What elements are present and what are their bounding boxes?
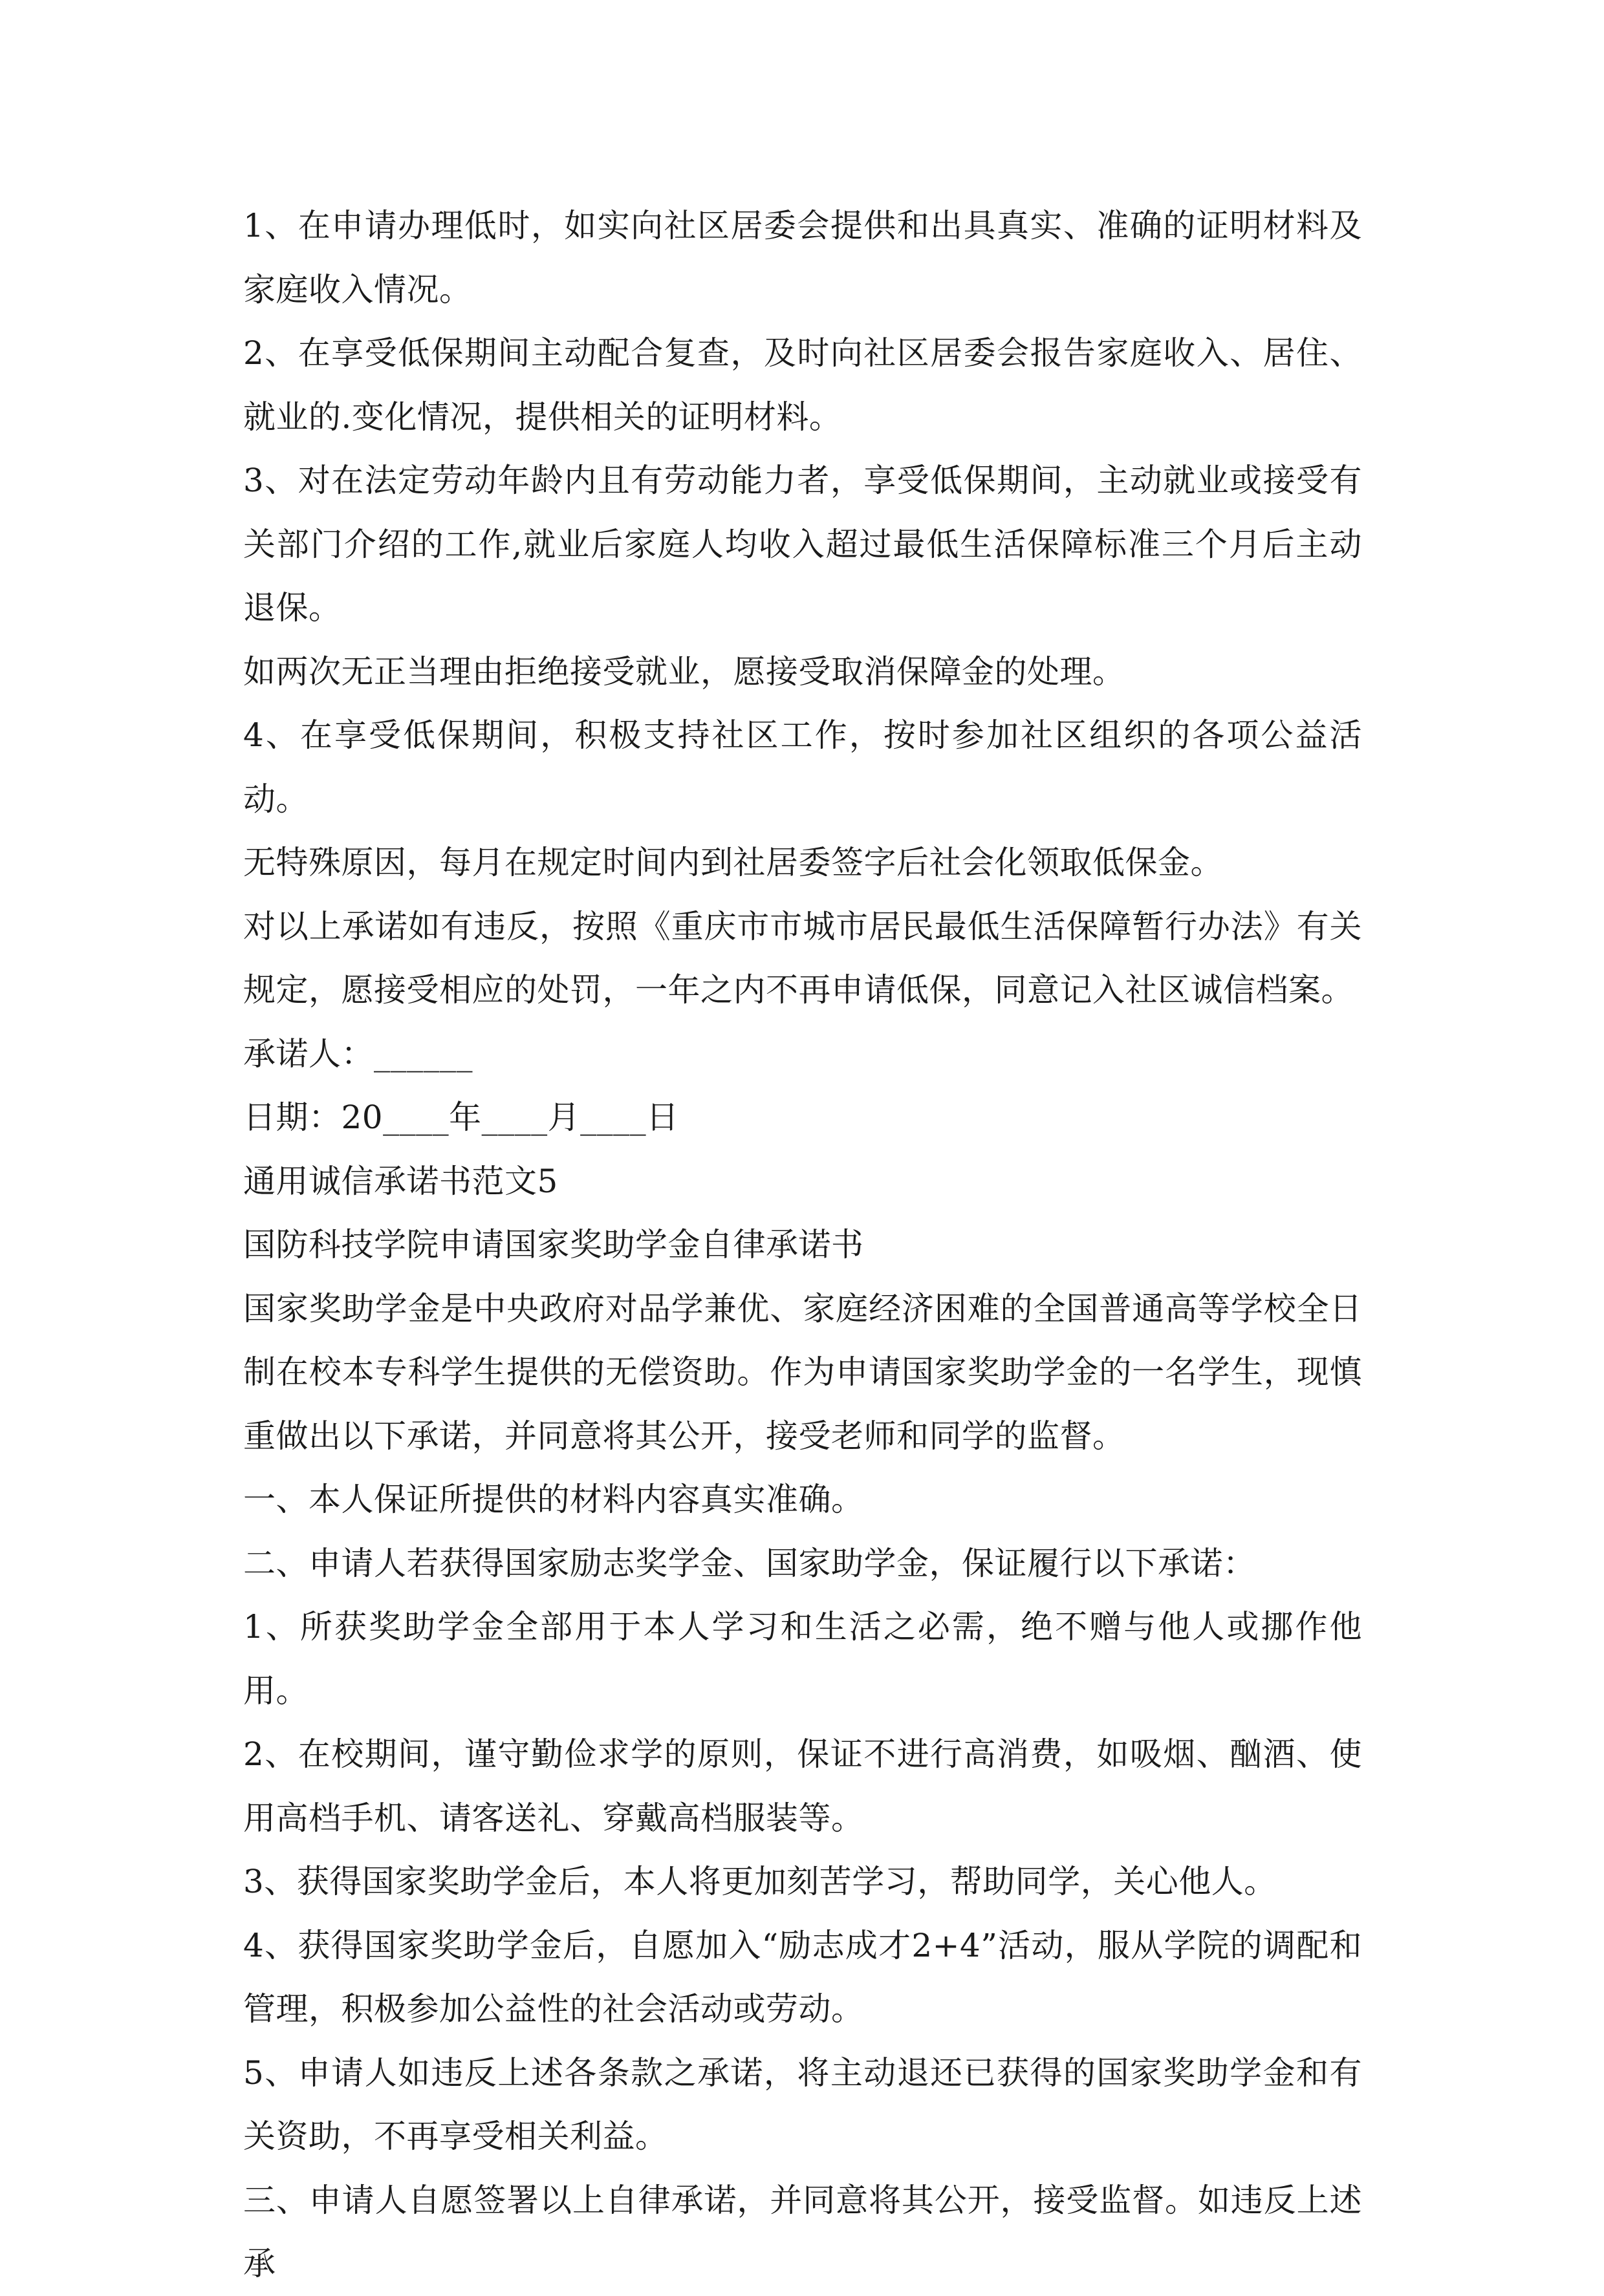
paragraph: 国家奖助学金是中央政府对品学兼优、家庭经济困难的全国普通高等学校全日制在校本专科学生提供的无偿资助。作为申请国家奖助学金的一名学生，现慎重做出以下承诺，并同意将其公开，接受老师和同学的监督。 <box>243 1289 1362 1455</box>
paragraph: 如两次无正当理由拒绝接受就业，愿接受取消保障金的处理。 <box>243 652 1125 691</box>
paragraph: 5、申请人如违反上述各条款之承诺，将主动退还已获得的国家奖助学金和有关资助，不再享受相关利益。 <box>243 2054 1362 2155</box>
section-heading: 通用诚信承诺书范文5 <box>243 1162 558 1200</box>
paragraph: 对以上承诺如有违反，按照《重庆市市城市居民最低生活保障暂行办法》有关规定，愿接受相应的处罚，一年之内不再申请低保，同意记入社区诚信档案。 <box>243 907 1362 1009</box>
date-line: 日期：20____年____月____日 <box>243 1099 679 1136</box>
paragraph: 二、申请人若获得国家励志奖学金、国家助学金，保证履行以下承诺： <box>243 1544 1256 1582</box>
paragraph: 3、对在法定劳动年龄内且有劳动能力者，享受低保期间，主动就业或接受有关部门介绍的工作,就业后家庭人均收入超过最低生活保障标准三个月后主动退保。 <box>243 462 1362 627</box>
paragraph: 2、在享受低保期间主动配合复查，及时向社区居委会报告家庭收入、居住、就业的.变化情况，提供相关的证明材料。 <box>243 334 1362 436</box>
paragraph: 4、在享受低保期间，积极支持社区工作，按时参加社区组织的各项公益活动。 <box>243 716 1362 818</box>
paragraph: 3、获得国家奖助学金后，本人将更加刻苦学习，帮助同学，关心他人。 <box>243 1863 1277 1900</box>
paragraph: 4、获得国家奖助学金后，自愿加入“励志成才2+4”活动，服从学院的调配和管理，积极参加公益性的社会活动或劳动。 <box>243 1926 1362 2028</box>
document-title: 国防科技学院申请国家奖助学金自律承诺书 <box>243 1226 864 1263</box>
paragraph: 一、本人保证所提供的材料内容真实准确。 <box>243 1481 864 1518</box>
paragraph: 2、在校期间，谨守勤俭求学的原则，保证不进行高消费，如吸烟、酗酒、使用高档手机、请客送礼、穿戴高档服装等。 <box>243 1735 1362 1837</box>
document-body <box>243 194 1362 2296</box>
paragraph: 1、所获奖助学金全部用于本人学习和生活之必需，绝不赠与他人或挪作他用。 <box>243 1608 1362 1710</box>
paragraph: 1、在申请办理低时，如实向社区居委会提供和出具真实、准确的证明材料及家庭收入情况。 <box>243 207 1362 308</box>
signatory-line: 承诺人：______ <box>243 1035 473 1073</box>
paragraph: 三、申请人自愿签署以上自律承诺，并同意将其公开，接受监督。如违反上述承 <box>243 2181 1362 2282</box>
paragraph: 无特殊原因，每月在规定时间内到社居委签字后社会化领取低保金。 <box>243 844 1223 881</box>
